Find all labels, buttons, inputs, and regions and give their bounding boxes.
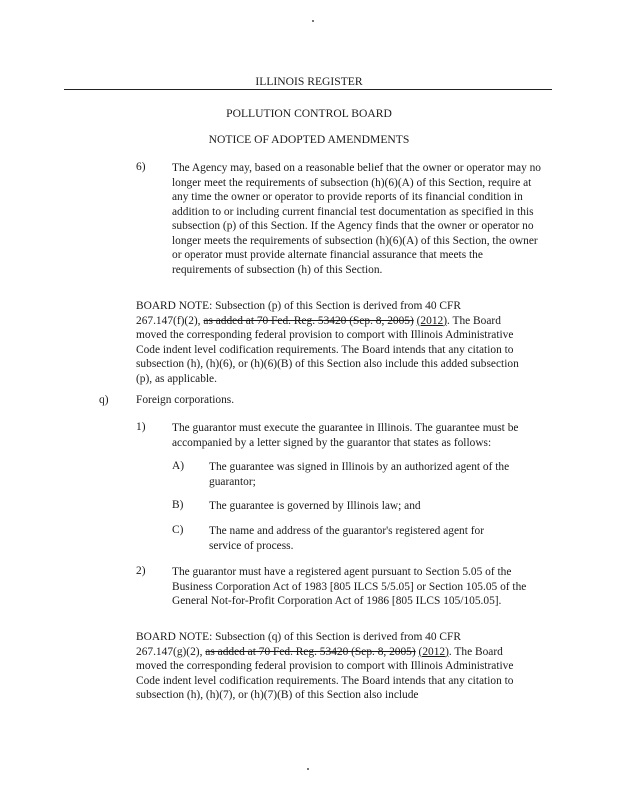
sub-item-a-label: A) <box>172 460 185 472</box>
sub-item-c-text: The name and address of the guarantor's registered agent for service of process. <box>209 525 484 552</box>
board-note-q-inserted: (2012) <box>418 645 449 658</box>
item-2-text: The guarantor must have a registered agent pursuant to Section 5.05 of the Business Corporation Act of 1983 [805 ILCS 5/5.05] or Section 105.05 of the General Not-for-Profit Corporation Act of 1986 [805 ILCS 105/105.05]. <box>172 566 527 607</box>
board-note-q-struck: as added at 70 Fed. Reg. 53420 (Sep. 8, 2005) <box>205 645 416 658</box>
register-title: ILLINOIS REGISTER <box>255 75 363 88</box>
item-6-label: 6) <box>136 161 146 173</box>
board-title: POLLUTION CONTROL BOARD <box>226 107 392 120</box>
item-1-text: The guarantor must execute the guarantee in Illinois. The guarantee must be accompanied by a letter signed by the guarantor that states as follows: <box>172 422 519 449</box>
scan-speck-bottom <box>307 768 309 770</box>
item-1-label: 1) <box>136 421 146 433</box>
board-note-p-rest: moved the corresponding federal provision to comport with Illinois Administrative Code indent level codification requirements. The Board intends that any citation to subsection (h), (h)(6), or (h)(6)(B) of this Section also include this added subsection (p), as applicable. <box>136 329 519 385</box>
board-note-q <box>136 630 536 703</box>
scan-speck-top <box>312 20 314 22</box>
sub-item-b-label: B) <box>172 499 184 511</box>
board-note-p-tail: . The Board <box>447 314 501 327</box>
item-2-label: 2) <box>136 565 146 577</box>
sub-item-b-text: The guarantee is governed by Illinois law; and <box>209 500 421 512</box>
header-rule <box>64 89 552 90</box>
board-note-q-tail: . The Board <box>448 645 503 658</box>
section-q-label: q) <box>99 394 109 406</box>
board-note-q-line1: BOARD NOTE: Subsection (q) of this Section is derived from 40 CFR <box>136 631 461 643</box>
board-note-q-line2 <box>136 645 536 660</box>
board-note-q-rest: moved the corresponding federal provision to comport with Illinois Administrative Code indent level codification requirements. The Board intends that any citation to subsection (h), (h)(7), or (h)(7)(B) of this Section also include <box>136 660 514 701</box>
sub-item-a-text: The guarantee was signed in Illinois by an authorized agent of the guarantor; <box>209 461 510 488</box>
board-note-p-inserted: (2012) <box>416 314 448 327</box>
board-note-q-cfr: 267.147(g)(2), <box>136 645 203 658</box>
board-note-p-line1: BOARD NOTE: Subsection (p) of this Section is derived from 40 CFR <box>136 300 461 312</box>
item-6-text: The Agency may, based on a reasonable belief that the owner or operator may no longer meet the requirements of subsection (h)(6)(A) of this Section, require at any time the owner or operator to provide reports of its financial condition in addition to or including current financial test documentation as specified in this subsection (p) of this Section. If the Agency finds that the owner or operator no longer meets the requirements of subsection (h)(6)(A) of this Section, the owner or operator must provide alternate financial assurance that meets the requirements of subsection (h) of this Section. <box>172 162 541 276</box>
board-note-p-cfr: 267.147(f)(2), <box>136 314 201 327</box>
board-note-p-struck: as added at 70 Fed. Reg. 53420 (Sep. 8, 2005) <box>203 314 414 327</box>
notice-title: NOTICE OF ADOPTED AMENDMENTS <box>208 133 410 146</box>
section-q-title: Foreign corporations. <box>136 394 235 406</box>
board-note-p-line2 <box>136 314 536 329</box>
sub-item-c-label: C) <box>172 524 184 536</box>
board-note-p <box>136 299 536 386</box>
